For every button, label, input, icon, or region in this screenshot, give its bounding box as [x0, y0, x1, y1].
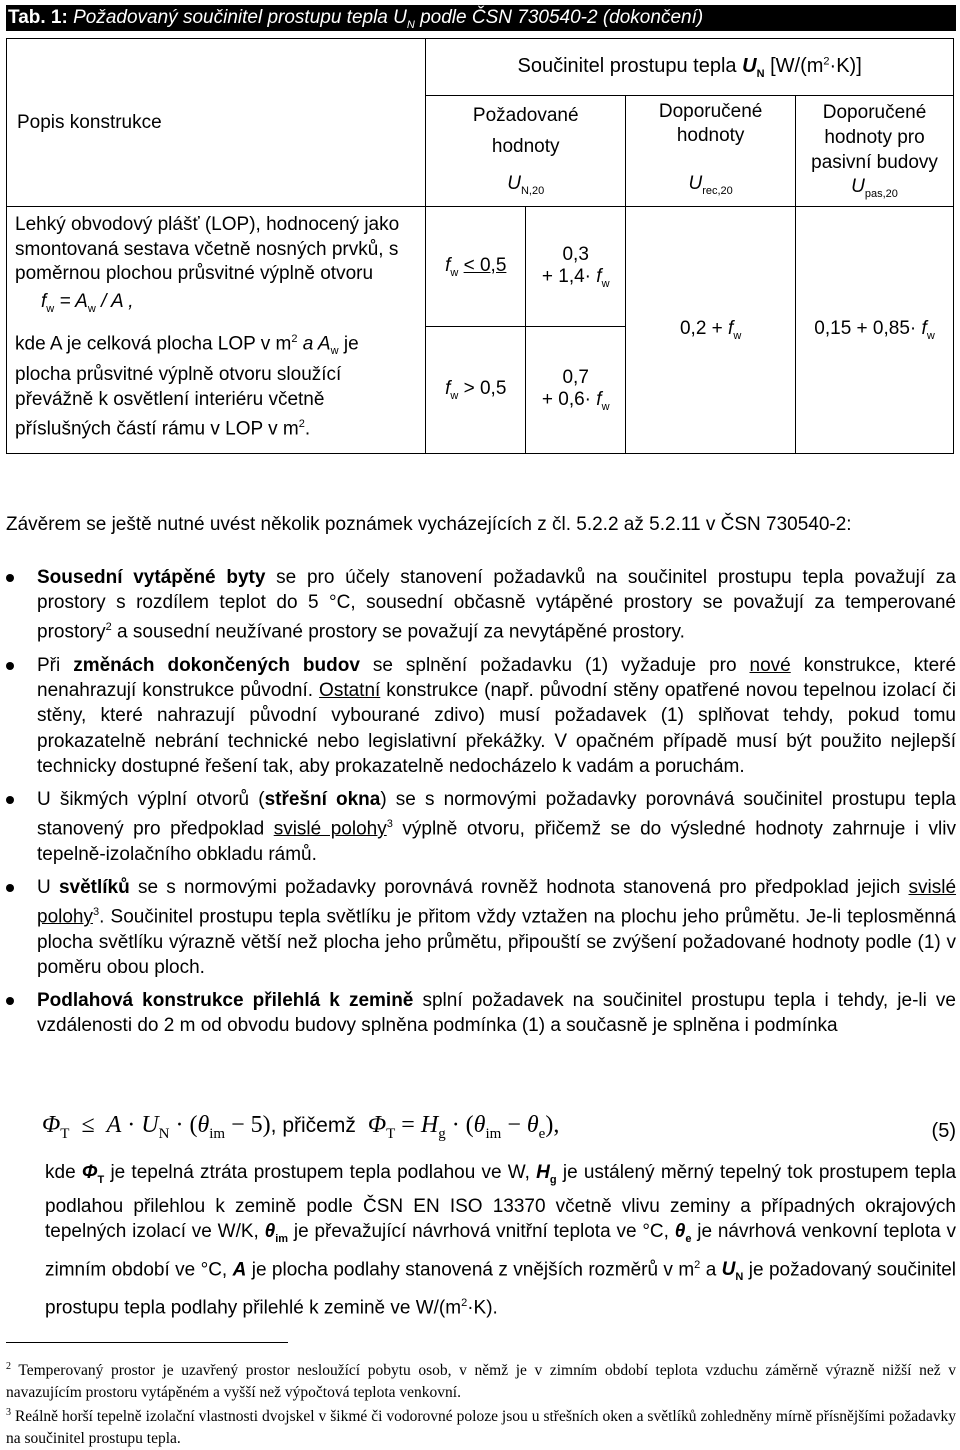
caption-suffix: podle ČSN 730540-2 (dokončení): [420, 7, 704, 28]
notes-list: [6, 565, 956, 1046]
bullet-icon: [6, 662, 14, 670]
list-item: Sousední vytápěné byty se pro účely stanovení požadavků na součinitel prostupu tepla považují za prostory s rozdílem teplot do 5 °C, sousední občasně vytápěné prostory se považují za temperované prostory$^2$ a sousední neužívané prostory se považují za nevytápěné prostory.: [6, 565, 956, 645]
intro-paragraph: Závěrem se ještě nutné uvést několik poznámek vycházejících z čl. 5.2.2 až 5.2.11 v ČSN 730540-2:: [6, 514, 852, 535]
header-popis: Popis konstrukce: [7, 39, 426, 207]
header-passive: Doporučené hodnoty pro pasivní budovy $U_{pas,20}$: [796, 96, 954, 207]
caption-prefix: Tab. 1:: [8, 7, 68, 28]
condition-fw-lt: $f_w < 0,5$: [426, 207, 526, 327]
bullet-icon: [6, 796, 14, 804]
caption-text: Požadovaný součinitel prostupu tepla U: [73, 7, 407, 28]
value-passive: $0,15 + 0,85\cdot f_w$: [796, 207, 954, 454]
symbol-explanation: kde $\Phi_T$ je tepelná ztráta prostupem tepla podlahou ve W, $H_g$ je ustálený měrný tepelný tok prostupem tepla podlahou přilehlou k zemině podle ČSN EN ISO 13370 včetně vlivu zeminy a případných okrajových tepelných izolací ve W/K, $\theta_{im}$ je převažující návrhová vnitřní teplota ve °C, $\theta_e$ je návrhová venkovní teplota v zimním období ve °C, A je plocha podlahy stanovená z vnějších rozměrů v $m^2$ a $U_N$ je požadovaný součinitel prostupu tepla podlahy přilehlé k zemině ve $W/(m^2\cdot K)$.: [45, 1162, 957, 1319]
caption-sub: N: [406, 18, 415, 31]
bullet-icon: [6, 997, 14, 1005]
list-item: Podlahová konstrukce přilehlá k zemině splní požadavek na součinitel prostupu tepla i tehdy, je-li ve vzdálenosti do 2 m od obvodu budovy splněna podmínka (1) a současně je splněna i podmínka: [6, 988, 956, 1038]
bullet-icon: [6, 884, 14, 892]
row-lop-description: Lehký obvodový plášť (LOP), hodnocený jako smontovaná sestava včetně nosných prvků, s poměrnou plochou průsvitné výplně otvoru $f_w = A_w / A$ , kde A je celková plocha LOP v $m^2$ a $A_w$ je plocha průsvitné výplně otvoru sloužící převážně k osvětlení interiéru včetně příslušných částí rámu v LOP v $m^2$.: [7, 207, 426, 454]
header-required: Požadované hodnoty $U_{N,20}$: [426, 96, 626, 207]
footnote-2: $^2$ Temperovaný prostor je uzavřený prostor nesloužící pobytu osob, v němž je v zimním období teplota vzduchu záměrně výrazně nižší než v navazujícím prostoru vytápěném a vyšší než výpočtová teplota venkovní.: [6, 1361, 956, 1402]
value-req-1: 0,3 + $1,4\cdot f_w$: [526, 207, 626, 327]
formula-5: $\Phi_T \le A \cdot U_N \cdot (\theta_{im} - 5)$, přičemž $\Phi_T = H_g \cdot (\theta_{im} - \theta_e)$, (5): [42, 1112, 956, 1142]
bullet-icon: [6, 574, 14, 582]
list-item: U šikmých výplní otvorů (střešní okna) se s normovými požadavky porovnává součinitel prostupu tepla stanovený pro předpoklad svislé polohy$^3$ výplně otvoru, přičemž se do výsledné hodnoty zahrnuje i vliv tepelně-izolačního obkladu rámů.: [6, 787, 956, 867]
footnote-separator: [6, 1342, 288, 1343]
footnote-3: $^3$ Reálně horší tepelně izolační vlastnosti dvojskel v šikmé či vodorovné poloze jsou u střešních oken a světlíků zohledněny mírně přísnějšími požadavky na součinitel prostupu tepla.: [6, 1407, 956, 1448]
list-item: Při změnách dokončených budov se splnění požadavku (1) vyžaduje pro nové konstrukce, které nenahrazují konstrukce původní. Ostatní konstrukce (např. původní stěny opatřené novou tepelnou izolací či stěny, které nahrazují původní vybourané zdivo) musí požadavek (1) splňovat tehdy, pokud tomu prokazatelně nebrání technické nebo legislativní překážky. V opačném případě musí být použito nejlepší technicky dostupné řešení tak, aby prokazatelně nedocházelo k vadám a poruchám.: [6, 653, 956, 779]
condition-fw-gt: $f_w > 0,5$: [426, 327, 526, 454]
value-recommended: $0,2 + f_w$: [626, 207, 796, 454]
header-recommended: Doporučené hodnoty $U_{rec,20}$: [626, 96, 796, 207]
requirements-table: [6, 38, 954, 454]
table-caption: [6, 5, 956, 31]
header-group: Součinitel prostupu tepla $U_N$ $[W/(m^2\cdot K)]$: [426, 39, 954, 96]
formula-number: (5): [931, 1120, 956, 1142]
value-req-2: 0,7 + $0,6\cdot f_w$: [526, 327, 626, 454]
list-item: U světlíků se s normovými požadavky porovnává rovněž hodnota stanovená pro předpoklad jejich svislé polohy$^3$. Součinitel prostupu tepla světlíku je přitom vždy vztažen na plochu jeho průmětu. Je-li teplosměnná plocha světlíku výrazně větší než plocha jeho průmětu, připouští se zvýšení požadované hodnoty podle (1) v poměru obou ploch.: [6, 875, 956, 980]
